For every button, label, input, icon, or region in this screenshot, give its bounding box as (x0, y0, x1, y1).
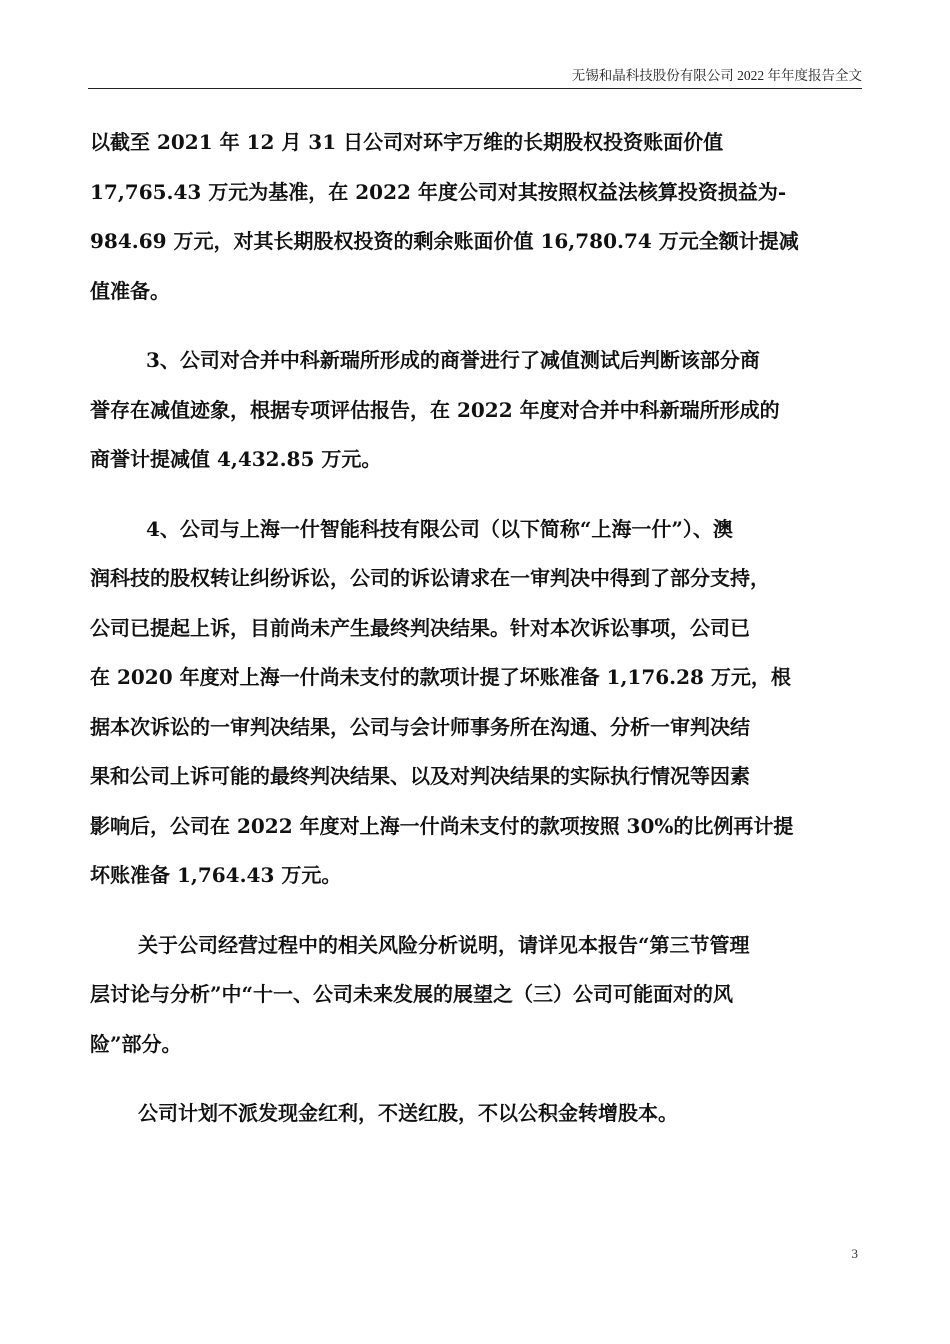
document-body (90, 118, 850, 1139)
text-line: 商誉计提减值 4,432.85 万元。 (90, 447, 382, 471)
paragraph-goodwill-zhongke (90, 336, 850, 485)
text-line: 险”部分。 (90, 1031, 182, 1056)
paragraph-impairment-huanyu (90, 118, 850, 316)
text-line: 据本次诉讼的一审判决结果，公司与会计师事务所在沟通、分析一审判决结 (90, 714, 750, 739)
text-line: 关于公司经营过程中的相关风险分析说明，请详见本报告“第三节管理 (138, 932, 750, 957)
text-line: 坏账准备 1,764.43 万元。 (90, 863, 342, 887)
page-header (88, 66, 862, 89)
text-line: 值准备。 (90, 278, 170, 303)
text-line: 984.69 万元，对其长期股权投资的剩余账面价值 16,780.74 万元全额计提减 (90, 229, 799, 253)
header-title: 无锡和晶科技股份有限公司 2022 年年度报告全文 (571, 68, 862, 83)
text-line: 层讨论与分析”中“十一、公司未来发展的展望之（三）公司可能面对的风 (90, 982, 734, 1006)
text-line: 果和公司上诉可能的最终判决结果、以及对判决结果的实际执行情况等因素 (90, 764, 750, 788)
text-line: 润科技的股权转让纠纷诉讼，公司的诉讼请求在一审判决中得到了部分支持， (90, 566, 770, 590)
paragraph-dividend-plan (90, 1089, 850, 1139)
text-line: 誉存在减值迹象，根据专项评估报告，在 2022 年度对合并中科新瑞所形成的 (90, 397, 780, 422)
paragraph-risk-reference (90, 921, 850, 1070)
page-number: 3 (851, 1246, 858, 1261)
text-line: 公司已提起上诉，目前尚未产生最终判决结果。针对本次诉讼事项，公司已 (90, 615, 750, 640)
text-line: 3、公司对合并中科新瑞所形成的商誉进行了减值测试后判断该部分商 (146, 348, 760, 372)
text-line: 在 2020 年度对上海一什尚未支付的款项计提了坏账准备 1,176.28 万元，根 (90, 665, 791, 689)
text-line: 以截至 2021 年 12 月 31 日公司对环宇万维的长期股权投资账面价值 (90, 130, 724, 154)
text-line: 4、公司与上海一什智能科技有限公司（以下简称“上海一什”）、澳 (146, 516, 733, 541)
text-line: 17,765.43 万元为基准，在 2022 年度公司对其按照权益法核算投资损益为- (90, 179, 787, 204)
text-line: 公司计划不派发现金红利，不送红股，不以公积金转增股本。 (138, 1101, 678, 1125)
paragraph-litigation (90, 505, 850, 901)
text-line: 影响后，公司在 2022 年度对上海一什尚未支付的款项按照 30%的比例再计提 (90, 813, 794, 838)
